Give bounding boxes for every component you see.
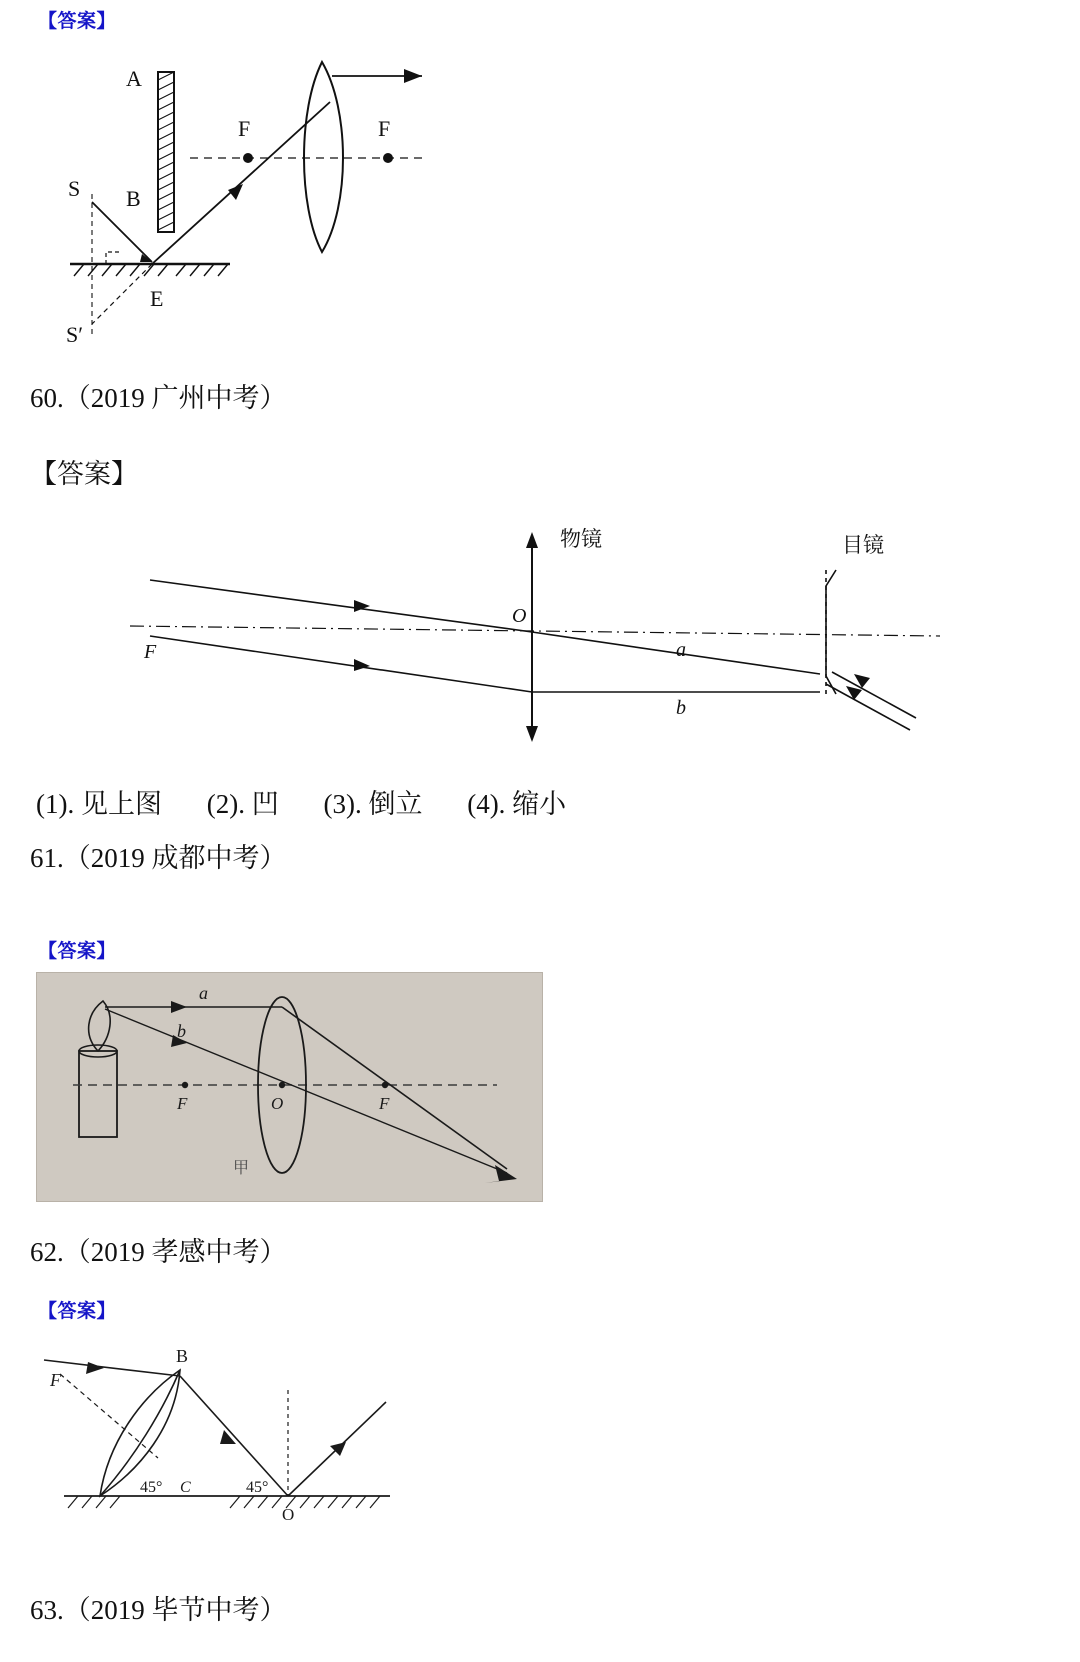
figure-3-label-F-right: F bbox=[379, 1094, 390, 1113]
figure-3-label-bottom: 甲 bbox=[233, 1160, 250, 1177]
answer-tag-61: 【答案】 bbox=[38, 941, 117, 962]
figure-4-label-angle-right: 45° bbox=[246, 1479, 269, 1496]
sub-answers-row bbox=[36, 782, 604, 821]
sub-answer-4: (4). 缩小 bbox=[467, 789, 567, 819]
figure-1-label-S-prime: S′ bbox=[66, 322, 84, 347]
figure-3-label-b: b bbox=[177, 1021, 186, 1041]
figure-2-label-eyepiece: 目镜 bbox=[842, 534, 884, 557]
question-line-61: 61.（2019 成都中考） bbox=[30, 843, 287, 873]
figure-2-label-b: b bbox=[676, 697, 686, 719]
figure-4-svg bbox=[30, 1330, 430, 1530]
figure-candle-lens-photo bbox=[36, 972, 543, 1202]
figure-4-label-B: B bbox=[176, 1346, 189, 1366]
answer-tag-60: 【答案】 bbox=[30, 459, 138, 489]
question-line-63: 63.（2019 毕节中考） bbox=[30, 1595, 287, 1625]
answer-tag-62: 【答案】 bbox=[38, 1301, 117, 1322]
figure-telescope bbox=[120, 516, 950, 766]
figure-2-label-F: F bbox=[144, 641, 157, 663]
figure-3-label-F-left: F bbox=[177, 1094, 188, 1113]
figure-1-label-B: B bbox=[126, 186, 141, 211]
sub-answer-3: (3). 倒立 bbox=[323, 789, 423, 819]
figure-3-svg bbox=[37, 973, 542, 1201]
figure-4-label-F: F bbox=[50, 1370, 61, 1390]
answer-tag-top: 【答案】 bbox=[38, 11, 117, 32]
figure-mirror-lens bbox=[30, 24, 490, 364]
figure-1-label-S: S bbox=[68, 176, 81, 201]
figure-1-label-F-right: F bbox=[378, 116, 391, 141]
figure-2-label-O: O bbox=[512, 605, 527, 627]
figure-4-label-C: C bbox=[180, 1479, 191, 1496]
figure-3-label-O: O bbox=[271, 1094, 284, 1113]
figure-1-svg bbox=[30, 24, 490, 364]
sub-answer-1: (1). 见上图 bbox=[36, 789, 162, 819]
question-line-60: 60.（2019 广州中考） bbox=[30, 383, 287, 413]
figure-3-label-a: a bbox=[199, 983, 208, 1003]
figure-4-label-angle-left: 45° bbox=[140, 1479, 163, 1496]
question-line-62: 62.（2019 孝感中考） bbox=[30, 1237, 287, 1267]
figure-2-label-a: a bbox=[676, 639, 686, 661]
figure-1-label-E: E bbox=[150, 286, 164, 311]
figure-2-label-objective: 物镜 bbox=[560, 528, 602, 551]
figure-1-label-F-left: F bbox=[238, 116, 251, 141]
figure-4-label-O: O bbox=[282, 1505, 295, 1524]
figure-2-svg bbox=[120, 516, 950, 766]
figure-lens-mirror-45 bbox=[30, 1330, 430, 1530]
figure-1-label-A: A bbox=[126, 66, 142, 91]
sub-answer-2: (2). 凹 bbox=[206, 789, 279, 819]
